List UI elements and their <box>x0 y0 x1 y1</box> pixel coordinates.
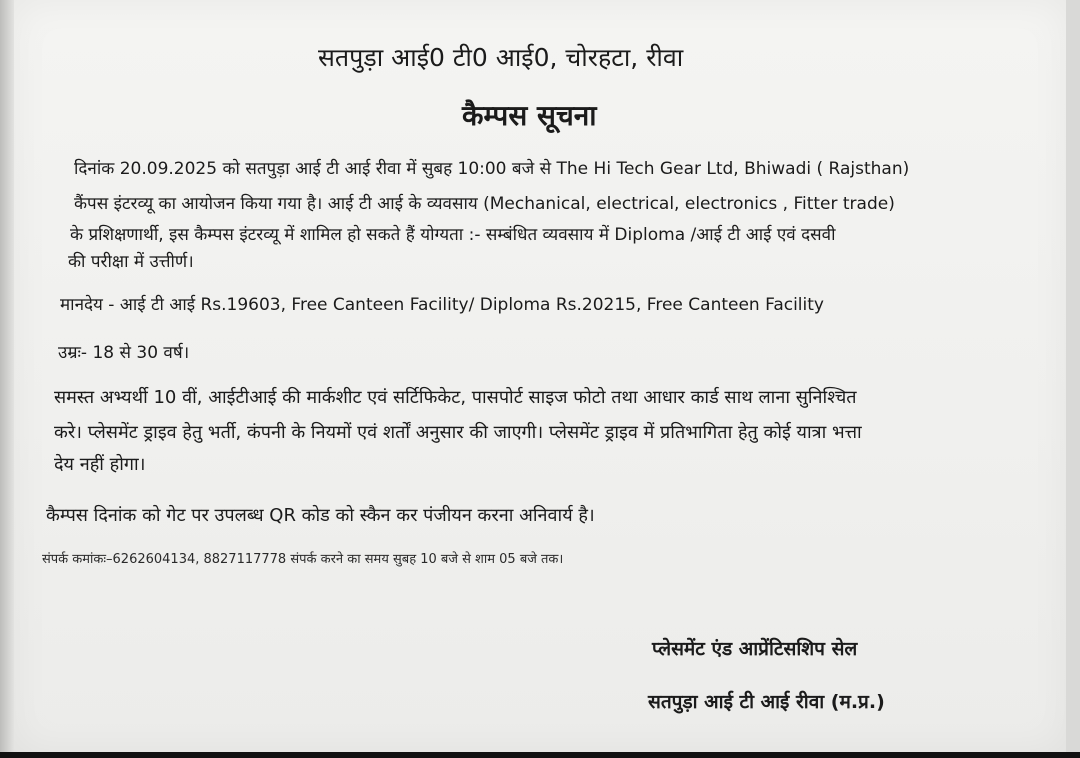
signature-department: प्लेसमेंट एंड आप्रेंटिसशिप सेल <box>652 638 858 660</box>
documents-line: समस्त अभ्यर्थी 10 वीं, आईटीआई की मार्कशीट एवं सर्टिफिकेट, पासपोर्ट साइज फोटो तथा आधार कार्ड साथ लाना सुनिश्चित <box>54 387 857 408</box>
paragraph-line: की परीक्षा में उत्तीर्ण। <box>68 252 194 272</box>
stipend-info: मानदेय - आई टी आई Rs.19603, Free Canteen Facility/ Diploma Rs.20215, Free Canteen Facility <box>60 295 824 315</box>
institute-heading: सतपुड़ा आई0 टी0 आई0, चोरहटा, रीवा <box>318 43 684 72</box>
notice-title: कैम्पस सूचना <box>462 99 597 132</box>
paragraph-line: कैंपस इंटरव्यू का आयोजन किया गया है। आई टी आई के व्यवसाय (Mechanical, electrical, electronics , Fitter trade) <box>74 194 895 214</box>
signature-institute: सतपुड़ा आई टी आई रीवा (म.प्र.) <box>648 691 885 713</box>
paragraph-line: के प्रशिक्षणार्थी, इस कैम्पस इंटरव्यू में शामिल हो सकते हैं योग्यता :- सम्बंधित व्यवसाय में Diploma /आई टी आई एवं दसवी <box>70 225 836 245</box>
documents-line: करे। प्लेसमेंट ड्राइव हेतु भर्ती, कंपनी के नियमों एवं शर्तों अनुसार की जाएगी। प्लेसमेंट ड्राइव में प्रतिभागिता हेतु कोई यात्रा भत्ता <box>54 422 862 443</box>
qr-registration-note: कैम्पस दिनांक को गेट पर उपलब्ध QR कोड को स्कैन कर पंजीयन करना अनिवार्य है। <box>46 505 595 526</box>
documents-line: देय नहीं होगा। <box>54 454 146 475</box>
paragraph-line: दिनांक 20.09.2025 को सतपुड़ा आई टी आई रीवा में सुबह 10:00 बजे से The Hi Tech Gear Ltd, Bhiwadi ( Rajsthan) <box>74 159 910 179</box>
contact-info: संपर्क कमांकः–6262604134, 8827117778 संपर्क करने का समय सुबह 10 बजे से शाम 05 बजे तक। <box>42 552 564 567</box>
age-limit: उम्रः- 18 से 30 वर्ष। <box>58 343 190 363</box>
bottom-border <box>0 752 1080 758</box>
